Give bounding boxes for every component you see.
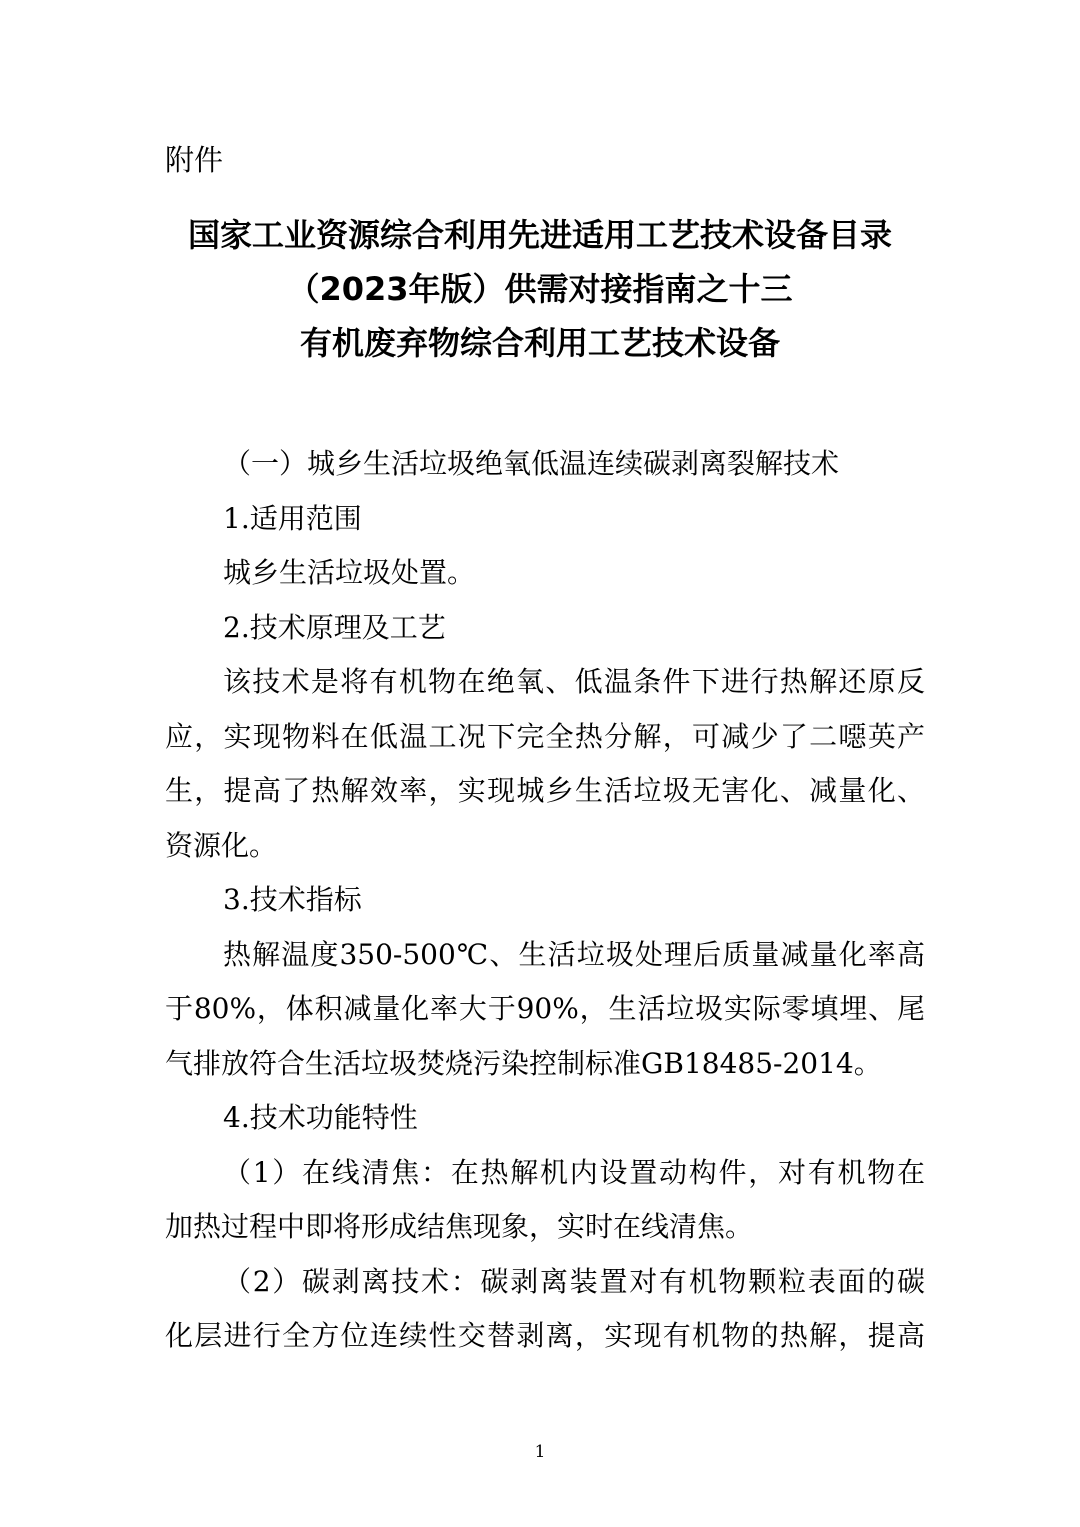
paragraph-line: 化层进行全方位连续性交替剥离，实现有机物的热解，提高 <box>165 1319 925 1352</box>
paragraph-line: （1）在线清焦：在热解机内设置动构件，对有机物在 <box>223 1155 925 1189</box>
document-body <box>165 437 925 1364</box>
paragraph-line: 资源化。 <box>165 828 278 862</box>
paragraph-line: 该技术是将有机物在绝氧、低温条件下进行热解还原反 <box>223 665 925 698</box>
paragraph-line: 生，提高了热解效率，实现城乡生活垃圾无害化、减量化、 <box>165 774 925 807</box>
paragraph-line: 气排放符合生活垃圾焚烧污染控制标准GB18485-2014。 <box>165 1046 882 1080</box>
scope-text: 城乡生活垃圾处置。 <box>223 556 476 589</box>
paragraph-line: （2）碳剥离技术：碳剥离装置对有机物颗粒表面的碳 <box>223 1264 925 1298</box>
section-heading: （一）城乡生活垃圾绝氧低温连续碳剥离裂解技术 <box>223 447 840 480</box>
paragraph-line: 热解温度350-500℃、生活垃圾处理后质量减量化率高 <box>223 937 925 971</box>
scope-heading: 1.适用范围 <box>223 501 362 535</box>
indicators-heading: 3.技术指标 <box>223 883 362 916</box>
paragraph-line: 应，实现物料在低温工况下完全热分解，可减少了二噁英产 <box>165 719 925 753</box>
title-line-1: 国家工业资源综合利用先进适用工艺技术设备目录 <box>187 216 892 254</box>
title-line-2: （2023年版）供需对接指南之十三 <box>287 270 793 308</box>
page-number: 1 <box>534 1442 546 1462</box>
paragraph-line: 加热过程中即将形成结焦现象，实时在线清焦。 <box>165 1210 754 1243</box>
title-line-3: 有机废弃物综合利用工艺技术设备 <box>299 324 780 362</box>
features-heading: 4.技术功能特性 <box>223 1101 418 1134</box>
attachment-label: 附件 <box>165 143 224 177</box>
document-title <box>120 208 960 370</box>
principle-heading: 2.技术原理及工艺 <box>223 610 446 644</box>
paragraph-line: 于80%，体积减量化率大于90%，生活垃圾实际零填埋、尾 <box>165 992 925 1025</box>
